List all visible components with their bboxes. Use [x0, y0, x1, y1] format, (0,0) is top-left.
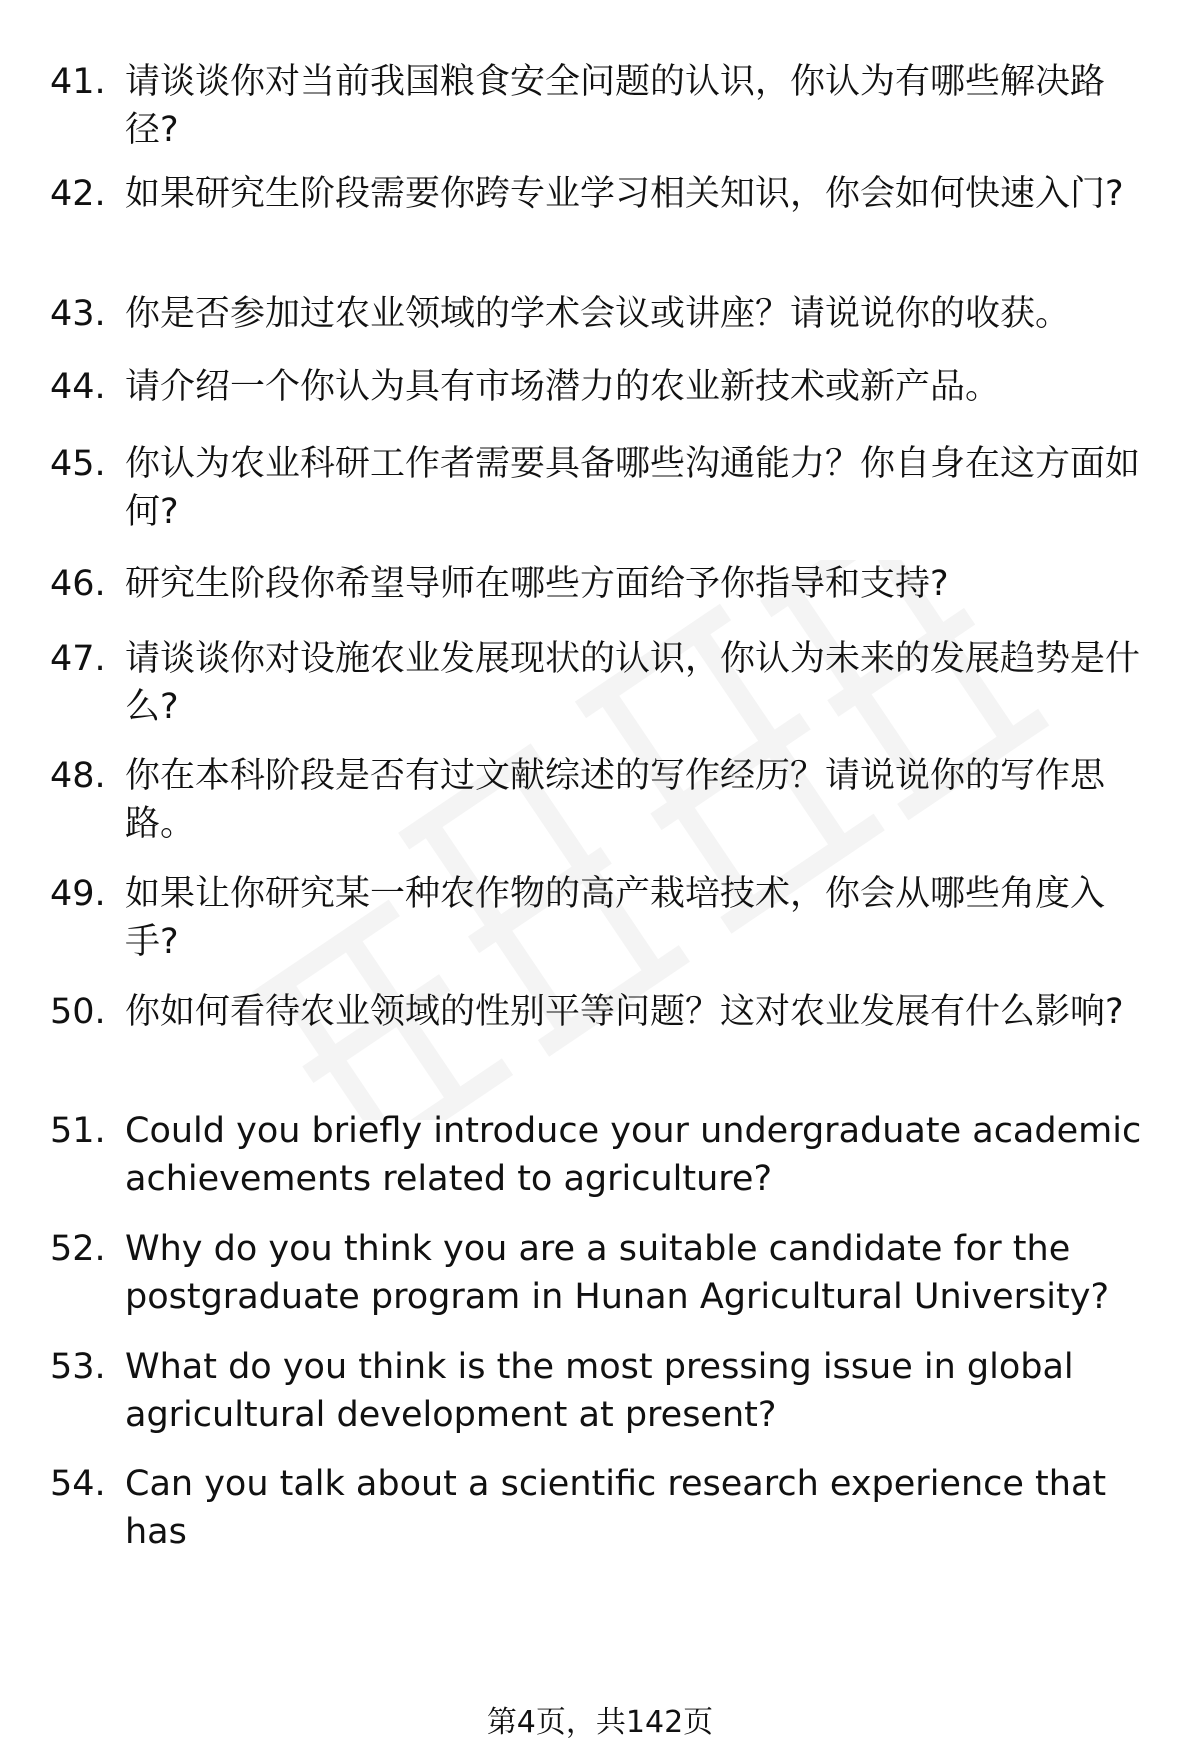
question-number: 43. [50, 294, 106, 334]
question-item [50, 1343, 1160, 1439]
question-item [50, 58, 1160, 154]
question-text: 研究生阶段你希望导师在哪些方面给予你指导和支持? [125, 564, 949, 604]
question-item [50, 1225, 1160, 1321]
question-item [50, 870, 1160, 966]
question-text: 请介绍一个你认为具有市场潜力的农业新技术或新产品。 [125, 367, 1001, 407]
question-text: 你认为农业科研工作者需要具备哪些沟通能力？你自身在这方面如何? [125, 444, 1141, 532]
question-text: Why do you think you are a suitable candidate for the postgraduate program in Hunan Agricultural University? [125, 1229, 1110, 1317]
question-number: 45. [50, 444, 106, 484]
question-text: 如果让你研究某一种农作物的高产栽培技术，你会从哪些角度入手? [125, 874, 1106, 962]
question-number: 47. [50, 639, 106, 679]
question-number: 49. [50, 874, 106, 914]
question-item [50, 752, 1160, 848]
question-item [50, 988, 1160, 1036]
question-text: 请谈谈你对当前我国粮食安全问题的认识，你认为有哪些解决路径? [125, 62, 1106, 150]
question-number: 54. [50, 1464, 106, 1504]
question-number: 50. [50, 992, 106, 1032]
question-number: 52. [50, 1229, 106, 1269]
question-number: 42. [50, 174, 106, 214]
page-number-footer: 第4页，共142页 [486, 1705, 714, 1740]
question-number: 53. [50, 1347, 106, 1387]
question-text: 请谈谈你对设施农业发展现状的认识，你认为未来的发展趋势是什么? [125, 639, 1141, 727]
question-text: 你如何看待农业领域的性别平等问题？这对农业发展有什么影响? [125, 992, 1124, 1032]
question-item [50, 440, 1160, 536]
question-text: 你在本科阶段是否有过文献综述的写作经历？请说说你的写作思路。 [125, 756, 1106, 844]
question-number: 44. [50, 367, 106, 407]
question-item [50, 363, 1160, 411]
question-number: 51. [50, 1111, 106, 1151]
question-item [50, 560, 1160, 608]
question-text: What do you think is the most pressing issue in global agricultural development at present? [125, 1347, 1074, 1435]
question-text: 你是否参加过农业领域的学术会议或讲座？请说说你的收获。 [125, 294, 1071, 334]
question-number: 41. [50, 62, 106, 102]
question-text: Could you briefly introduce your undergraduate academic achievements related to agriculture? [125, 1111, 1142, 1199]
question-item [50, 635, 1160, 731]
question-text: Can you talk about a scientific research experience that has [125, 1464, 1107, 1552]
question-item [50, 1460, 1160, 1556]
question-number: 46. [50, 564, 106, 604]
question-item [50, 290, 1160, 338]
question-item [50, 1107, 1160, 1203]
question-number: 48. [50, 756, 106, 796]
question-text: 如果研究生阶段需要你跨专业学习相关知识，你会如何快速入门? [125, 174, 1124, 214]
question-item [50, 170, 1160, 218]
